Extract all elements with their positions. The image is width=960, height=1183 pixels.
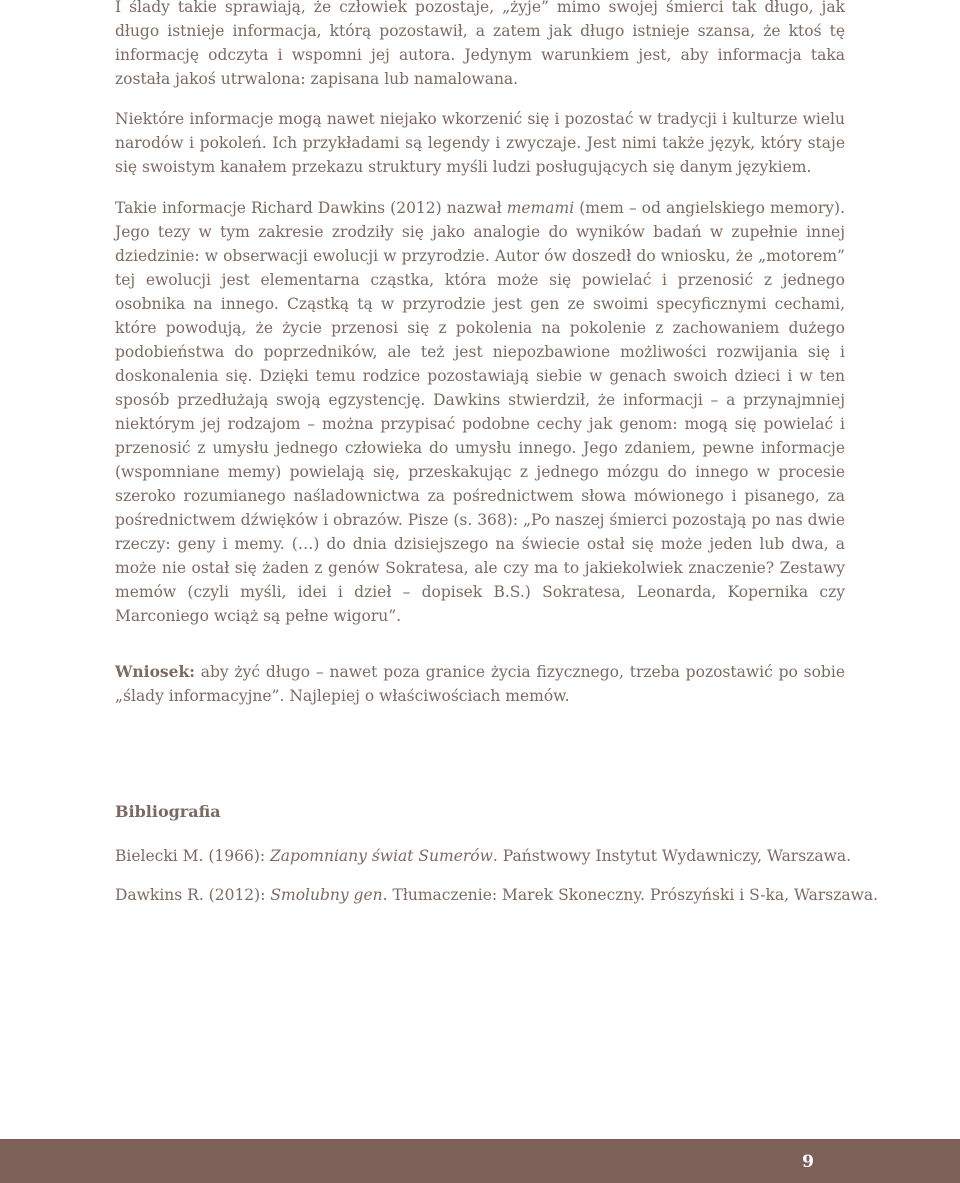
page-number: 9 [802,1152,814,1172]
conclusion-label: Wniosek: [115,662,195,681]
bib-entry-title: Zapomniany świat Sumerów [270,847,493,865]
paragraph-3-italic-term: memami [506,199,575,217]
paragraph-3-lead: Takie informacje Richard Dawkins (2012) nazwał [115,199,507,217]
paragraph-3 [115,196,845,628]
bib-entry-author: Dawkins R. (2012): [115,886,271,904]
paragraph-1: I ślady takie sprawiają, że człowiek pozostaje, „żyje” mimo swojej śmierci tak długo, jak długo istnieje informacja, którą pozostawił, a zatem jak długo istnieje szansa, że ktoś tę informację odczyta i wspomni jej autora. Jedynym warunkiem jest, aby informacja taka została jakoś utrwalona: zapisana lub namalowana. [115,0,845,88]
bibliography-heading: Bibliografia [115,802,221,821]
paragraph-2: Niektóre informacje mogą nawet niejako wkorzenić się i pozostać w tradycji i kulturze wielu narodów i pokoleń. Ich przykładami są legendy i zwyczaje. Jest nimi także język, który staje się swoistym kanałem przekazu struktury myśli ludzi posługujących się danym językiem. [115,110,845,176]
paragraph-3-body: (mem – od angielskiego memory). Jego tezy w tym zakresie zrodziły się jako analogie do wyników badań w zupełnie innej dziedzinie: w obserwacji ewolucji w przyrodzie. Autor ów doszedł do wniosku, że „motorem” tej ewolucji jest elementarna cząstka, która może się powielać i przenosić z jednego osobnika na innego. Cząstką tą w przyrodzie jest gen ze swoimi specyficznymi cechami, które powodują, że życie przenosi się z pokolenia na pokolenie z zachowaniem dużego podobieństwa do poprzedników, ale też jest niepozbawione możliwości rozwijania się i doskonalenia się. Dzięki temu rodzice pozostawiają siebie w genach swoich dzieci i w ten sposób przedłużają swoją egzystencję. Dawkins stwierdził, że informacji – a przynajmniej niektórym jej rodzajom – można przypisać podobne cechy jak genom: mogą się powielać i przenosić z umysłu jednego człowieka do umysłu innego. Jego zdaniem, pewne informacje (wspomniane memy) powielają się, przeskakując z jednego mózgu do innego w procesie szeroko rozumianego naśladownictwa za pośrednictwem słowa mówionego i pisanego, za pośrednictwem dźwięków i obrazów. Pisze (s. 368): „Po naszej śmierci pozostają po nas dwie rzeczy: geny i memy. (…) do dnia dzisiejszego na świecie ostał się może jeden lub dwa, a może nie ostał się żaden z genów Sokratesa, ale czy ma to jakiekolwiek znaczenie? Zestawy memów (czyli myśli, idei i dzieł – dopisek B.S.) Sokratesa, Leonarda, Kopernika czy Marconiego wciąż są pełne wigoru”. [115,199,845,625]
bib-entry-title: Smolubny gen [270,886,383,904]
footer-bar [0,1139,960,1183]
bib-entry-author: Bielecki M. (1966): [115,847,271,865]
conclusion-paragraph [115,660,845,708]
bibliography-entry [115,844,875,868]
bibliography-entry [115,883,879,907]
bib-entry-publisher: . Tłumaczenie: Marek Skoneczny. Prószyński i S-ka, Warszawa. [382,886,879,904]
bib-entry-publisher: . Państwowy Instytut Wydawniczy, Warszawa. [492,847,852,865]
conclusion-text: aby żyć długo – nawet poza granice życia fizycznego, trzeba pozostawić po sobie „ślady informacyjne”. Najlepiej o właściwościach memów. [115,663,845,705]
